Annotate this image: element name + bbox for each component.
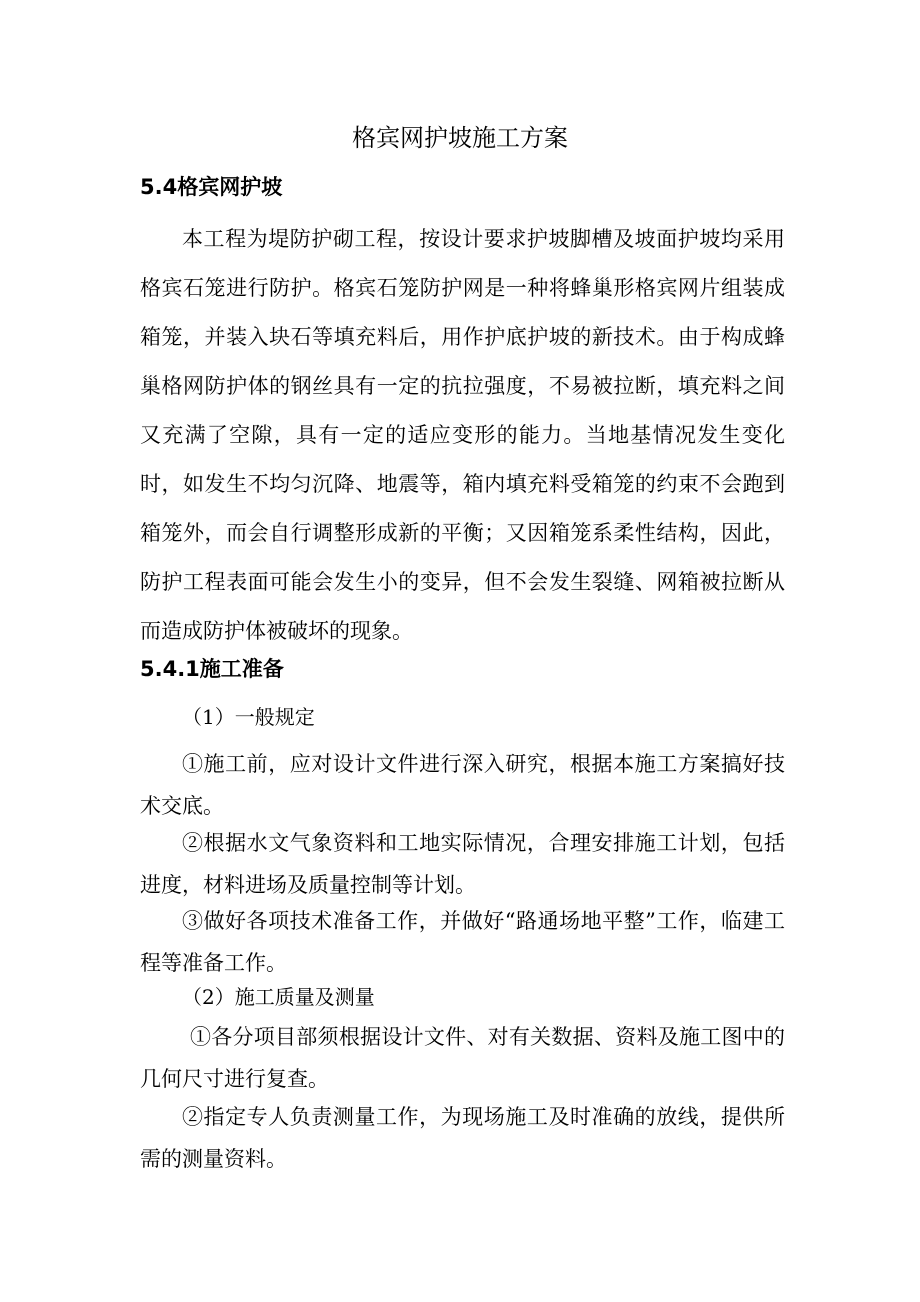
quality-survey-item-1: ①各分项目部须根据设计文件、对有关数据、资料及施工图中的几何尺寸进行复查。	[140, 1025, 785, 1091]
general-rule-item-3: ③做好各项技术准备工作，并做好“路通场地平整”工作，临建工程等准备工作。	[140, 909, 785, 975]
section-heading: 5.4格宾网护坡	[140, 175, 283, 199]
document-title: 格宾网护坡施工方案	[352, 124, 568, 152]
general-rules-heading: （1）一般规定	[182, 705, 315, 729]
general-rule-item-2: ②根据水文气象资料和工地实际情况，合理安排施工计划，包括进度，材料进场及质量控制等计划。	[140, 831, 785, 897]
quality-survey-item-2: ②指定专人负责测量工作，为现场施工及时准确的放线，提供所需的测量资料。	[140, 1105, 785, 1171]
quality-survey-heading: （2）施工质量及测量	[182, 985, 375, 1009]
intro-paragraph: 本工程为堤防护砌工程，按设计要求护坡脚槽及坡面护坡均采用格宾石笼进行防护。格宾石笼防护网是一种将蜂巢形格宾网片组装成箱笼，并装入块石等填充料后，用作护底护坡的新技术。由于构成蜂巢格网防护体的钢丝具有一定的抗拉强度，不易被拉断，填充料之间又充满了空隙，具有一定的适应变形的能力。当地基情况发生变化时，如发生不均匀沉降、地震等，箱内填充料受箱笼的约束不会跑到箱笼外，而会自行调整形成新的平衡；又因箱笼系柔性结构，因此，防护工程表面可能会发生小的变异，但不会发生裂缝、网箱被拉断从而造成防护体被破坏的现象。	[140, 227, 785, 643]
general-rule-item-1: ①施工前，应对设计文件进行深入研究，根据本施工方案搞好技术交底。	[140, 752, 785, 818]
subsection-heading: 5.4.1施工准备	[140, 657, 284, 681]
